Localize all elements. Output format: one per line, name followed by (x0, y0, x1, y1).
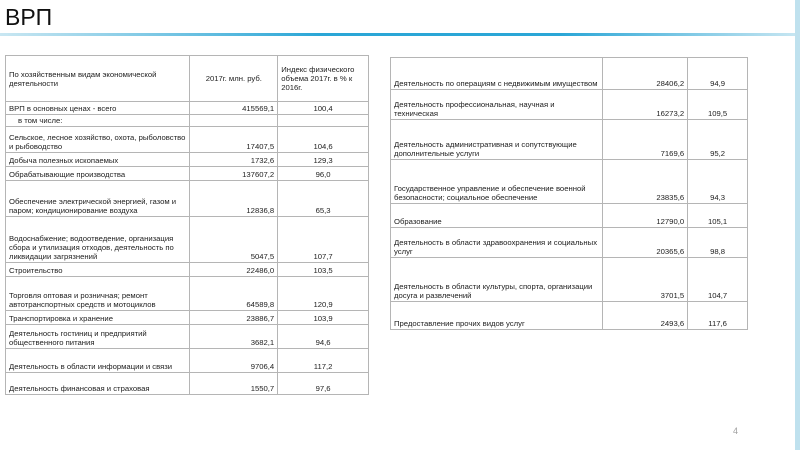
row-value: 415569,1 (190, 102, 278, 115)
grp-table-right (390, 57, 748, 330)
row-value: 17407,5 (190, 127, 278, 153)
table-row (6, 311, 369, 325)
row-value: 3682,1 (190, 325, 278, 349)
row-name: Деятельность в области здравоохранения и социальных услуг (391, 228, 603, 258)
row-value: 3701,5 (603, 258, 688, 302)
row-name: Деятельность гостиниц и предприятий общественного питания (6, 325, 190, 349)
column-header-index: Индекс физического объема 2017г. в % к 2016г. (278, 56, 369, 102)
row-index (278, 115, 369, 127)
table-row (391, 228, 748, 258)
slide-title: ВРП (5, 4, 53, 30)
row-index: 103,5 (278, 263, 369, 277)
row-index: 96,0 (278, 167, 369, 181)
row-index: 94,3 (688, 160, 748, 204)
table-row (6, 115, 369, 127)
table-row (391, 58, 748, 90)
row-index: 65,3 (278, 181, 369, 217)
row-value: 12790,0 (603, 204, 688, 228)
row-name: ВРП в основных ценах - всего (6, 102, 190, 115)
table-row (6, 102, 369, 115)
table-row (6, 263, 369, 277)
row-index: 107,7 (278, 217, 369, 263)
table-row (6, 325, 369, 349)
grp-table-left (5, 55, 369, 395)
row-index: 97,6 (278, 373, 369, 395)
row-index: 95,2 (688, 120, 748, 160)
table-row (6, 153, 369, 167)
row-value: 2493,6 (603, 302, 688, 330)
row-name: Деятельность финансовая и страховая (6, 373, 190, 395)
row-name: Транспортировка и хранение (6, 311, 190, 325)
row-index: 94,9 (688, 58, 748, 90)
row-index: 94,6 (278, 325, 369, 349)
table-row (391, 120, 748, 160)
table-row (391, 204, 748, 228)
row-name: Водоснабжение; водоотведение, организация сбора и утилизация отходов, деятельность по ликвидации загрязнений (6, 217, 190, 263)
row-value: 22486,0 (190, 263, 278, 277)
row-name: Строительство (6, 263, 190, 277)
table-row (391, 258, 748, 302)
row-index: 117,2 (278, 349, 369, 373)
row-value: 9706,4 (190, 349, 278, 373)
row-index: 104,6 (278, 127, 369, 153)
title-bar (0, 0, 800, 36)
row-value: 23886,7 (190, 311, 278, 325)
table-row (6, 277, 369, 311)
table-row (6, 373, 369, 395)
row-index: 104,7 (688, 258, 748, 302)
row-name: Образование (391, 204, 603, 228)
row-value (190, 115, 278, 127)
row-name: Деятельность в области культуры, спорта, организации досуга и развлечений (391, 258, 603, 302)
table-row (391, 302, 748, 330)
table-row (391, 160, 748, 204)
row-index: 117,6 (688, 302, 748, 330)
row-name: Добыча полезных ископаемых (6, 153, 190, 167)
row-name: Деятельность профессиональная, научная и техническая (391, 90, 603, 120)
row-value: 5047,5 (190, 217, 278, 263)
row-name: Обеспечение электрической энергией, газом и паром; кондиционирование воздуха (6, 181, 190, 217)
row-value: 1732,6 (190, 153, 278, 167)
table-row (6, 181, 369, 217)
row-value: 23835,6 (603, 160, 688, 204)
row-value: 12836,8 (190, 181, 278, 217)
row-name: Деятельность в области информации и связи (6, 349, 190, 373)
row-name: Государственное управление и обеспечение военной безопасности; социальное обеспечение (391, 160, 603, 204)
row-index: 100,4 (278, 102, 369, 115)
row-index: 109,5 (688, 90, 748, 120)
slide-edge-decoration (795, 0, 800, 450)
row-value: 137607,2 (190, 167, 278, 181)
row-value: 64589,8 (190, 277, 278, 311)
table-row (6, 127, 369, 153)
column-header-activity: По хозяйственным видам экономической деятельности (6, 56, 190, 102)
row-value: 16273,2 (603, 90, 688, 120)
row-value: 7169,6 (603, 120, 688, 160)
page-number: 4 (733, 426, 739, 436)
row-index: 120,9 (278, 277, 369, 311)
table-row (6, 167, 369, 181)
row-name: Торговля оптовая и розничная; ремонт автотранспортных средств и мотоциклов (6, 277, 190, 311)
row-index: 129,3 (278, 153, 369, 167)
row-name: Деятельность по операциям с недвижимым имуществом (391, 58, 603, 90)
row-name: Сельское, лесное хозяйство, охота, рыболовство и рыбоводство (6, 127, 190, 153)
table-row (391, 90, 748, 120)
row-name: Предоставление прочих видов услуг (391, 302, 603, 330)
row-value: 28406,2 (603, 58, 688, 90)
row-name: Деятельность административная и сопутствующие дополнительные услуги (391, 120, 603, 160)
row-index: 105,1 (688, 204, 748, 228)
row-value: 20365,6 (603, 228, 688, 258)
row-index: 103,9 (278, 311, 369, 325)
table-row (6, 349, 369, 373)
row-value: 1550,7 (190, 373, 278, 395)
table-row (6, 217, 369, 263)
column-header-value: 2017г. млн. руб. (190, 56, 278, 102)
title-underline (0, 33, 800, 36)
row-name: Обрабатывающие производства (6, 167, 190, 181)
row-name: в том числе: (6, 115, 190, 127)
row-index: 98,8 (688, 228, 748, 258)
